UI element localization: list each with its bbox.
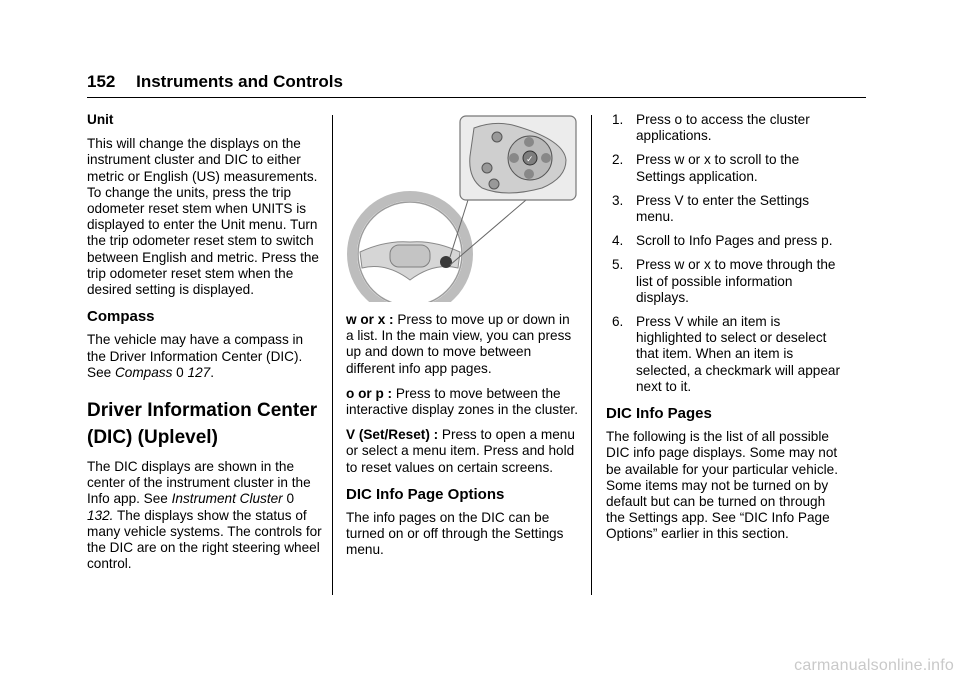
compass-link[interactable]: Compass	[114, 364, 173, 380]
page-header	[87, 72, 343, 92]
page-ref-icon: 0	[286, 491, 295, 507]
leftright-text: Press to move between the interactive display zones in the cluster.	[346, 385, 578, 418]
dic-text-a: The DIC displays are shown in the center of the instrument cluster in the Info app. See	[87, 459, 311, 507]
column-2	[346, 112, 580, 568]
leftright-paragraph	[346, 386, 580, 418]
dic-heading-line1: Driver Information Center	[87, 400, 318, 422]
compass-page[interactable]: 127	[187, 364, 211, 380]
section-title: Instruments and Controls	[136, 72, 343, 91]
compass-paragraph: The vehicle may have a compass in the Driver Information Center (DIC). See Compass 0 127.	[87, 332, 304, 380]
dic-heading-line2: (DIC) (Uplevel)	[87, 427, 218, 449]
dic-paragraph	[87, 459, 323, 572]
page-ref-icon: 0	[176, 364, 184, 380]
options-heading: DIC Info Page Options	[346, 485, 505, 503]
column-divider-1	[332, 115, 333, 595]
dic-text-b: The displays show the status of many vehicle systems. The controls for the DIC are on the right steering wheel control.	[87, 507, 322, 572]
column-divider-2	[591, 115, 592, 595]
list-item: 5. Press w or x to move through the list of possible information displays.	[612, 257, 836, 305]
dic-heading	[87, 397, 323, 451]
pages-paragraph: The following is the list of all possible DIC info page displays. Some may not be available for your particular vehicle. Some items may not be turned on by default but can be turned on through the Settings app. See “DIC Info Page Options” earlier in this section.	[606, 429, 838, 542]
page-number: 152	[87, 72, 116, 91]
steering-wheel-illustration	[346, 112, 578, 302]
up-down-keys-icon: w or x :	[346, 312, 394, 327]
column-1	[87, 112, 323, 581]
compass-text: The vehicle may have a compass in the Driver Information Center (DIC). See	[87, 332, 304, 380]
column-3	[606, 112, 840, 552]
list-item: 3. Press V to enter the Settings menu.	[612, 192, 810, 225]
set-reset-key-icon: V (Set/Reset) :	[346, 427, 439, 443]
pages-heading: DIC Info Pages	[606, 405, 712, 423]
instrument-cluster-link[interactable]: Instrument Cluster	[171, 491, 283, 507]
list-item: 4. Scroll to Info Pages and press p.	[612, 233, 833, 249]
compass-heading: Compass	[87, 308, 155, 326]
left-right-keys-icon: o or p :	[346, 385, 393, 401]
svg-text:✓: ✓	[526, 155, 534, 165]
instrument-cluster-page[interactable]: 132.	[87, 507, 114, 523]
unit-heading: Unit	[87, 112, 114, 127]
list-item: 2. Press w or x to scroll to the Settings application.	[612, 152, 800, 184]
header-rule	[87, 97, 866, 98]
list-item: 1. Press o to access the cluster applications.	[612, 112, 810, 144]
steps-list	[606, 112, 840, 395]
updown-paragraph	[346, 312, 580, 377]
list-item: 6. Press V while an item is highlighted to select or deselect that item. When an item is selected, a checkmark will appear next to it.	[612, 314, 840, 394]
options-paragraph: The info pages on the DIC can be turned on or off through the Settings menu.	[346, 510, 564, 558]
unit-paragraph: This will change the displays on the instrument cluster and DIC to either metric or English (US) measurements. To change the units, press the trip odometer reset stem when UNITS is displayed to enter the Unit menu. Turn the trip odometer reset stem to switch between English and metric. Press the trip odometer reset stem when the desired setting is displayed.	[87, 136, 319, 298]
updown-text: Press to move up or down in a list. In the main view, you can press up and down to move between different info app pages.	[346, 312, 572, 376]
watermark: carmanualsonline.info	[794, 657, 954, 674]
setreset-paragraph	[346, 427, 580, 476]
setreset-text: Press to open a menu or select a menu item. Press and hold to reset values on certain screens.	[346, 427, 575, 475]
